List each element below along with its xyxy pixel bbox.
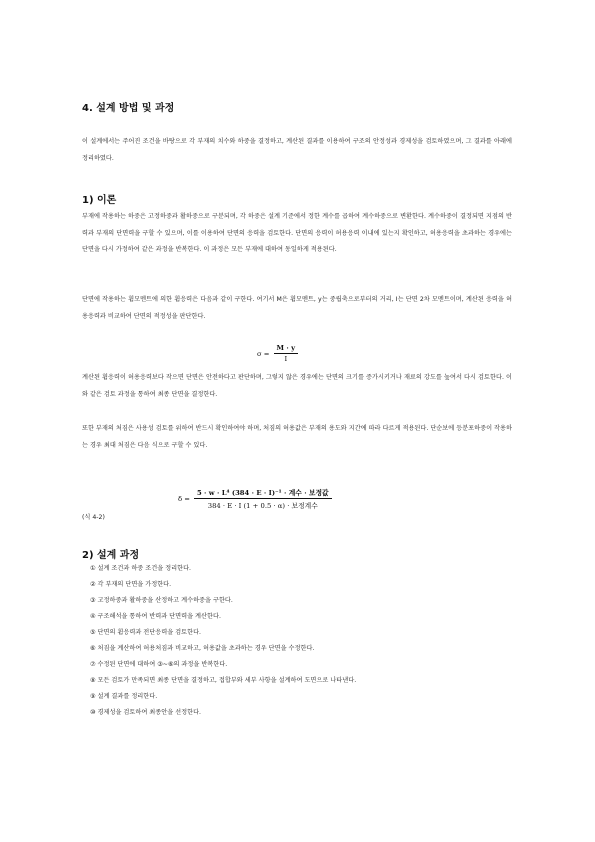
section-2-heading: 2) 설계 과정 [82, 550, 140, 561]
procedure-list [90, 561, 512, 721]
list-item: ⑥ 처짐을 계산하여 허용처짐과 비교하고, 허용값을 초과하는 경우 단면을 수정한다. [90, 645, 315, 652]
formula-fraction [194, 487, 332, 510]
formula-denominator: 384 · E · I (1 + 0.5 · α) · 보정계수 [207, 502, 318, 510]
list-item: ⑩ 경제성을 검토하여 최종안을 선정한다. [90, 709, 202, 716]
list-item: ④ 구조해석을 통하여 반력과 단면력을 계산한다. [90, 613, 221, 620]
formula-note: (식 4-2) [82, 514, 105, 521]
stress-formula [257, 344, 298, 363]
list-item: ⑦ 수정된 단면에 대하여 ③~⑥의 과정을 반복한다. [90, 661, 228, 668]
list-item: ③ 고정하중과 활하중을 산정하고 계수하중을 구한다. [90, 597, 233, 604]
theory-paragraph-1: 부재에 작용하는 하중은 고정하중과 활하중으로 구분되며, 각 하중은 설계 기준에서 정한 계수를 곱하여 계수하중으로 변환한다. 계수하중이 결정되면 지점의 반력과 부재의 단면력을 구할 수 있으며, 이를 이용하여 단면의 응력을 검토한다. 단면의 응력이 허용응력 이내에 있는지 확인하고, 허용응력을 초과하는 경우에는 단면을 다시 가정하여 같은 과정을 반복한다. 이 과정은 모든 부재에 대하여 동일하게 적용된다. [82, 213, 512, 253]
formula-numerator: 5 · w · L⁴ (384 · E · I)⁻¹ · 계수 · 보정값 [194, 487, 332, 499]
formula-fraction [274, 344, 299, 363]
theory-paragraph-3: 계산된 휨응력이 허용응력보다 작으면 단면은 안전하다고 판단하며, 그렇지 않은 경우에는 단면의 크기를 증가시키거나 재료의 강도를 높여서 다시 검토한다. 이와 같은 검토 과정을 통하여 최종 단면을 결정한다. [82, 374, 512, 398]
theory-paragraph-2: 단면에 작용하는 휨모멘트에 의한 휨응력은 다음과 같이 구한다. 여기서 M은 휨모멘트, y는 중립축으로부터의 거리, I는 단면 2차 모멘트이며, 계산된 응력을 허용응력과 비교하여 단면의 적정성을 판단한다. [82, 296, 512, 320]
list-item: ② 각 부재의 단면을 가정한다. [90, 581, 172, 588]
document-title: 4. 설계 방법 및 과정 [82, 103, 175, 114]
list-item: ⑧ 모든 검토가 만족되면 최종 단면을 결정하고, 접합부와 세부 사항을 설계하여 도면으로 나타낸다. [90, 677, 357, 684]
formula-numerator: M · y [274, 344, 299, 354]
deflection-formula [178, 487, 332, 510]
section-1-heading: 1) 이론 [82, 195, 117, 206]
formula-denominator: I [284, 355, 288, 363]
list-item: ⑤ 단면의 휨응력과 전단응력을 검토한다. [90, 629, 202, 636]
intro-paragraph: 이 설계에서는 주어진 조건을 바탕으로 각 부재의 치수와 하중을 결정하고, 계산된 결과를 이용하여 구조의 안정성과 경제성을 검토하였으며, 그 결과를 아래에 정리하였다. [82, 138, 512, 162]
list-item: ⑨ 설계 결과를 정리한다. [90, 693, 158, 700]
formula-lhs: σ = [257, 349, 270, 358]
formula-lhs: δ = [178, 494, 190, 503]
list-item: ① 설계 조건과 하중 조건을 정리한다. [90, 565, 192, 572]
theory-paragraph-4: 또한 부재의 처짐은 사용성 검토를 위하여 반드시 확인하여야 하며, 처짐의 허용값은 부재의 용도와 지간에 따라 다르게 적용된다. 단순보에 등분포하중이 작용하는 경우 최대 처짐은 다음 식으로 구할 수 있다. [82, 425, 512, 449]
